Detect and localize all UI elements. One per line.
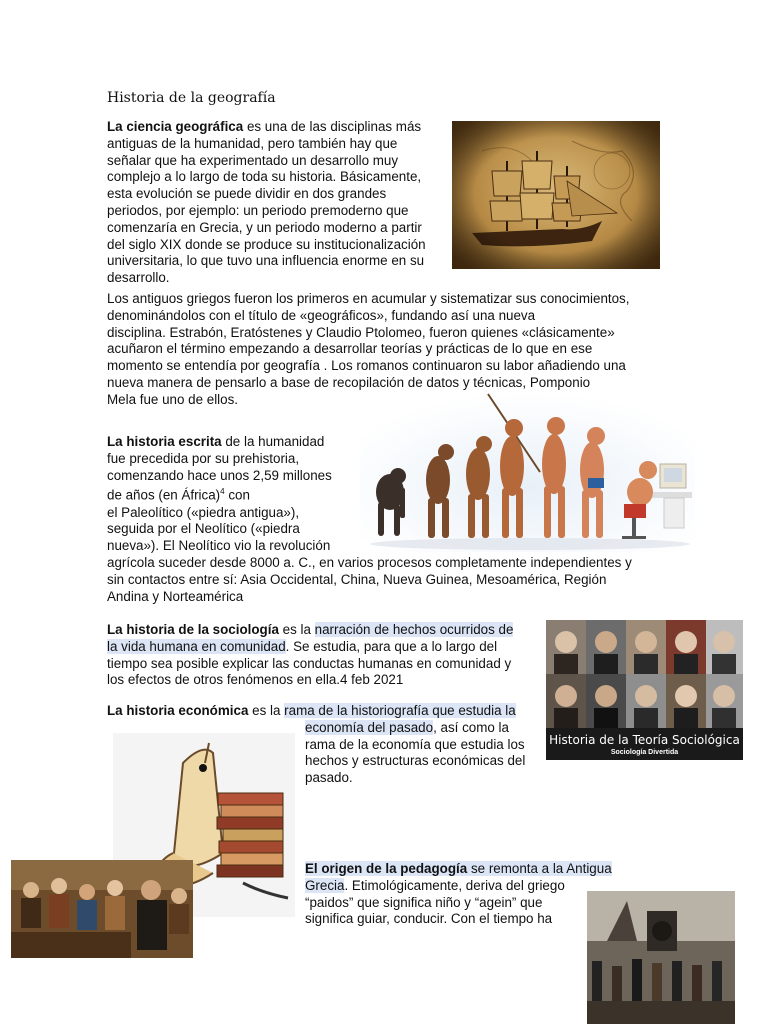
bold-term: El origen de la pedagogía (305, 861, 468, 876)
paragraph-written-history: La historia escrita de la humanidad fue precedida por su prehistoria, comenzando hace unos 2,59 millones de años (en África)$^4$ con el Paleolítico («piedra antigua»), seguida por el Neolítico («piedra nueva»). El Neolítico vio la revolución agrícola suceder desde 8000 a. C., en varios procesos completamente independientes y sin contactos entre sí: Asia Occidental, China, Nueva Guinea, Mesoamérica, Región Andina y Norteamérica (107, 434, 632, 604)
highlighted-text: la vida humana en comunidad (107, 638, 286, 654)
image-caption: Historia de la Teoría Sociológica (549, 733, 740, 747)
bold-term: La historia económica (107, 703, 249, 718)
paragraph-sociology-history: La historia de la sociología es la narración de hechos ocurridos de la vida humana en comunidad. Se estudia, para que a lo largo del tiempo sea posible explicar las conductas humanas en comunidad y los efectos de otros fenómenos en ella.4 feb 2021 (107, 622, 514, 688)
highlighted-text: El origen de la pedagogía se remonta a la Antigua (305, 861, 612, 876)
paragraph-pedagogy-origin: El origen de la pedagogía se remonta a la Antigua Grecia. Etimológicamente, deriva del griego “paidos” que significa niño y “agein” que significa guiar, conducir. Con el tiempo ha (305, 861, 612, 927)
highlighted-text: rama de la historiografía que estudia la (284, 703, 516, 718)
bold-term: La historia de la sociología (107, 622, 279, 637)
highlighted-text: Grecia (305, 877, 345, 893)
paragraph-greek-geographers: Los antiguos griegos fueron los primeros en acumular y sistematizar sus conocimientos, denominándolos con el título de «geográficos», fundando así una nueva disciplina. Estrabón, Eratóstenes y Claudio Ptolomeo, fueron quienes «clásicamente» acuñaron el término empezando a desarrollar teorías y prácticas de lo que en ese momento se entendía por geografía . Los romanos continuaron su labor añadiendo una nueva manera de pensarlo a base de recopilación de datos y técnicas, Pomponio Mela fue uno de ellos. (107, 291, 630, 407)
image-subcaption: Sociología Divertida (610, 749, 679, 756)
paragraph-economic-history: La historia económica es la rama de la historiografía que estudia la economía del pasado, así como la rama de la economía que estudia los hechos y estructuras económicas del pasado. (107, 703, 526, 786)
highlighted-text: narración de hechos ocurridos de (314, 622, 514, 637)
page-title: Historia de la geografía (107, 90, 276, 106)
bold-term: La ciencia geográfica (107, 119, 244, 134)
footnote-marker: 4 (220, 487, 225, 497)
sociology-portraits-image (546, 620, 743, 760)
paragraph-geography-science: La ciencia geográfica es una de las disciplinas más antiguas de la humanidad, pero también hay que señalar que ha experimentado un desarrollo muy complejo a lo largo de toda su historia. Básicamente, esta evolución se puede dividir en dos grandes periodos, por ejemplo: un periodo premoderno que comenzaría en Grecia, y un periodo moderno a partir del siglo XIX donde se produce su institucionalización universitaria, lo que tuvo una influencia enorme en su desarrollo. (107, 119, 426, 286)
highlighted-text: economía del pasado (305, 719, 434, 735)
industrial-revolution-painting-image (587, 891, 735, 1024)
bold-term: La historia escrita (107, 434, 222, 449)
classroom-painting-image (11, 860, 193, 958)
antique-map-ship-image (452, 121, 660, 269)
